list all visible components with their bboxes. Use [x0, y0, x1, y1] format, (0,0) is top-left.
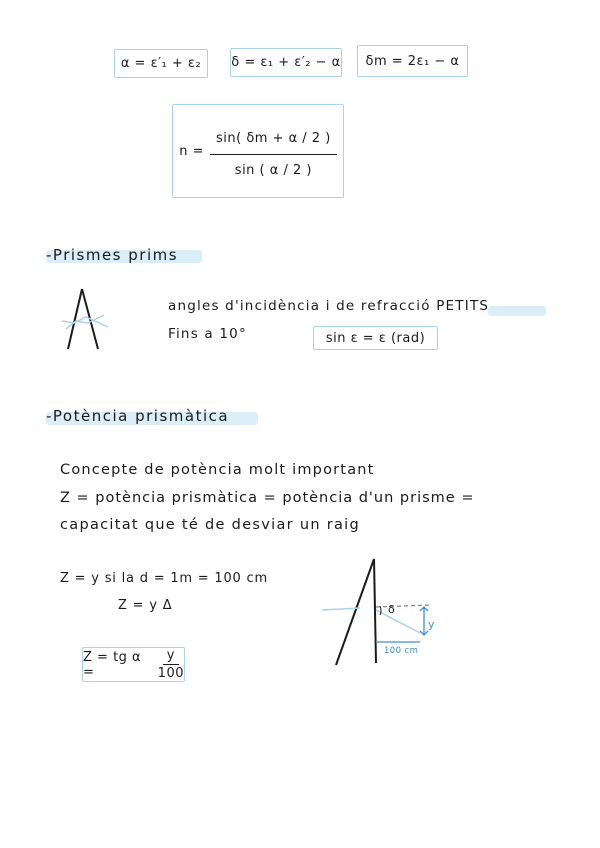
- formula-z-lhs: Z = tg α =: [83, 649, 142, 680]
- formula-z-numerator: y: [163, 648, 179, 665]
- potencia-line2: Z = potència prismàtica = potència d'un prisme =: [60, 490, 475, 506]
- formula-small-angle: sin ε = ε (rad): [325, 330, 426, 346]
- formula-alpha-box: [114, 49, 208, 78]
- formula-small-angle-box: [313, 326, 438, 350]
- diagram-y-label: y: [428, 618, 436, 631]
- formula-n-box: [172, 104, 344, 198]
- prismes-prims-line2: Fins a 10°: [168, 326, 247, 342]
- thin-prism-icon: [60, 285, 110, 353]
- diagram-distance-label: 100 cm: [384, 646, 419, 656]
- formula-delta: δ = ε₁ + ε′₂ − α: [231, 55, 341, 70]
- potencia-eq2: Z = y Δ: [118, 598, 173, 613]
- potencia-line1: Concepte de potència molt important: [60, 462, 375, 478]
- potencia-eq1: Z = y si la d = 1m = 100 cm: [60, 571, 268, 586]
- formula-z-denominator: 100: [157, 666, 184, 681]
- formula-n-label: n =: [179, 143, 204, 159]
- formula-n-numerator: sin( δm + α / 2 ): [210, 125, 337, 155]
- highlight-petits: [488, 306, 546, 316]
- prism-deviation-diagram: [320, 555, 440, 667]
- diagram-delta-label: δ: [388, 603, 396, 616]
- prismes-prims-line1: angles d'incidència i de refracció PETITS: [168, 298, 490, 314]
- heading-potencia-prismatica: -Potència prismàtica: [46, 407, 230, 425]
- formula-delta-box: [230, 48, 342, 77]
- potencia-line3: capacitat que té de desviar un raig: [60, 517, 361, 533]
- heading-prismes-prims: -Prismes prims: [46, 246, 179, 264]
- formula-z-fraction: [158, 648, 184, 681]
- formula-alpha: α = ε′₁ + ε₂: [120, 56, 202, 71]
- formula-n-fraction: [210, 125, 337, 178]
- formula-delta-min-box: [357, 45, 468, 77]
- formula-n-denominator: sin ( α / 2 ): [234, 162, 312, 178]
- formula-delta-min: δm = 2ε₁ − α: [365, 53, 460, 69]
- formula-z-box: [82, 647, 185, 682]
